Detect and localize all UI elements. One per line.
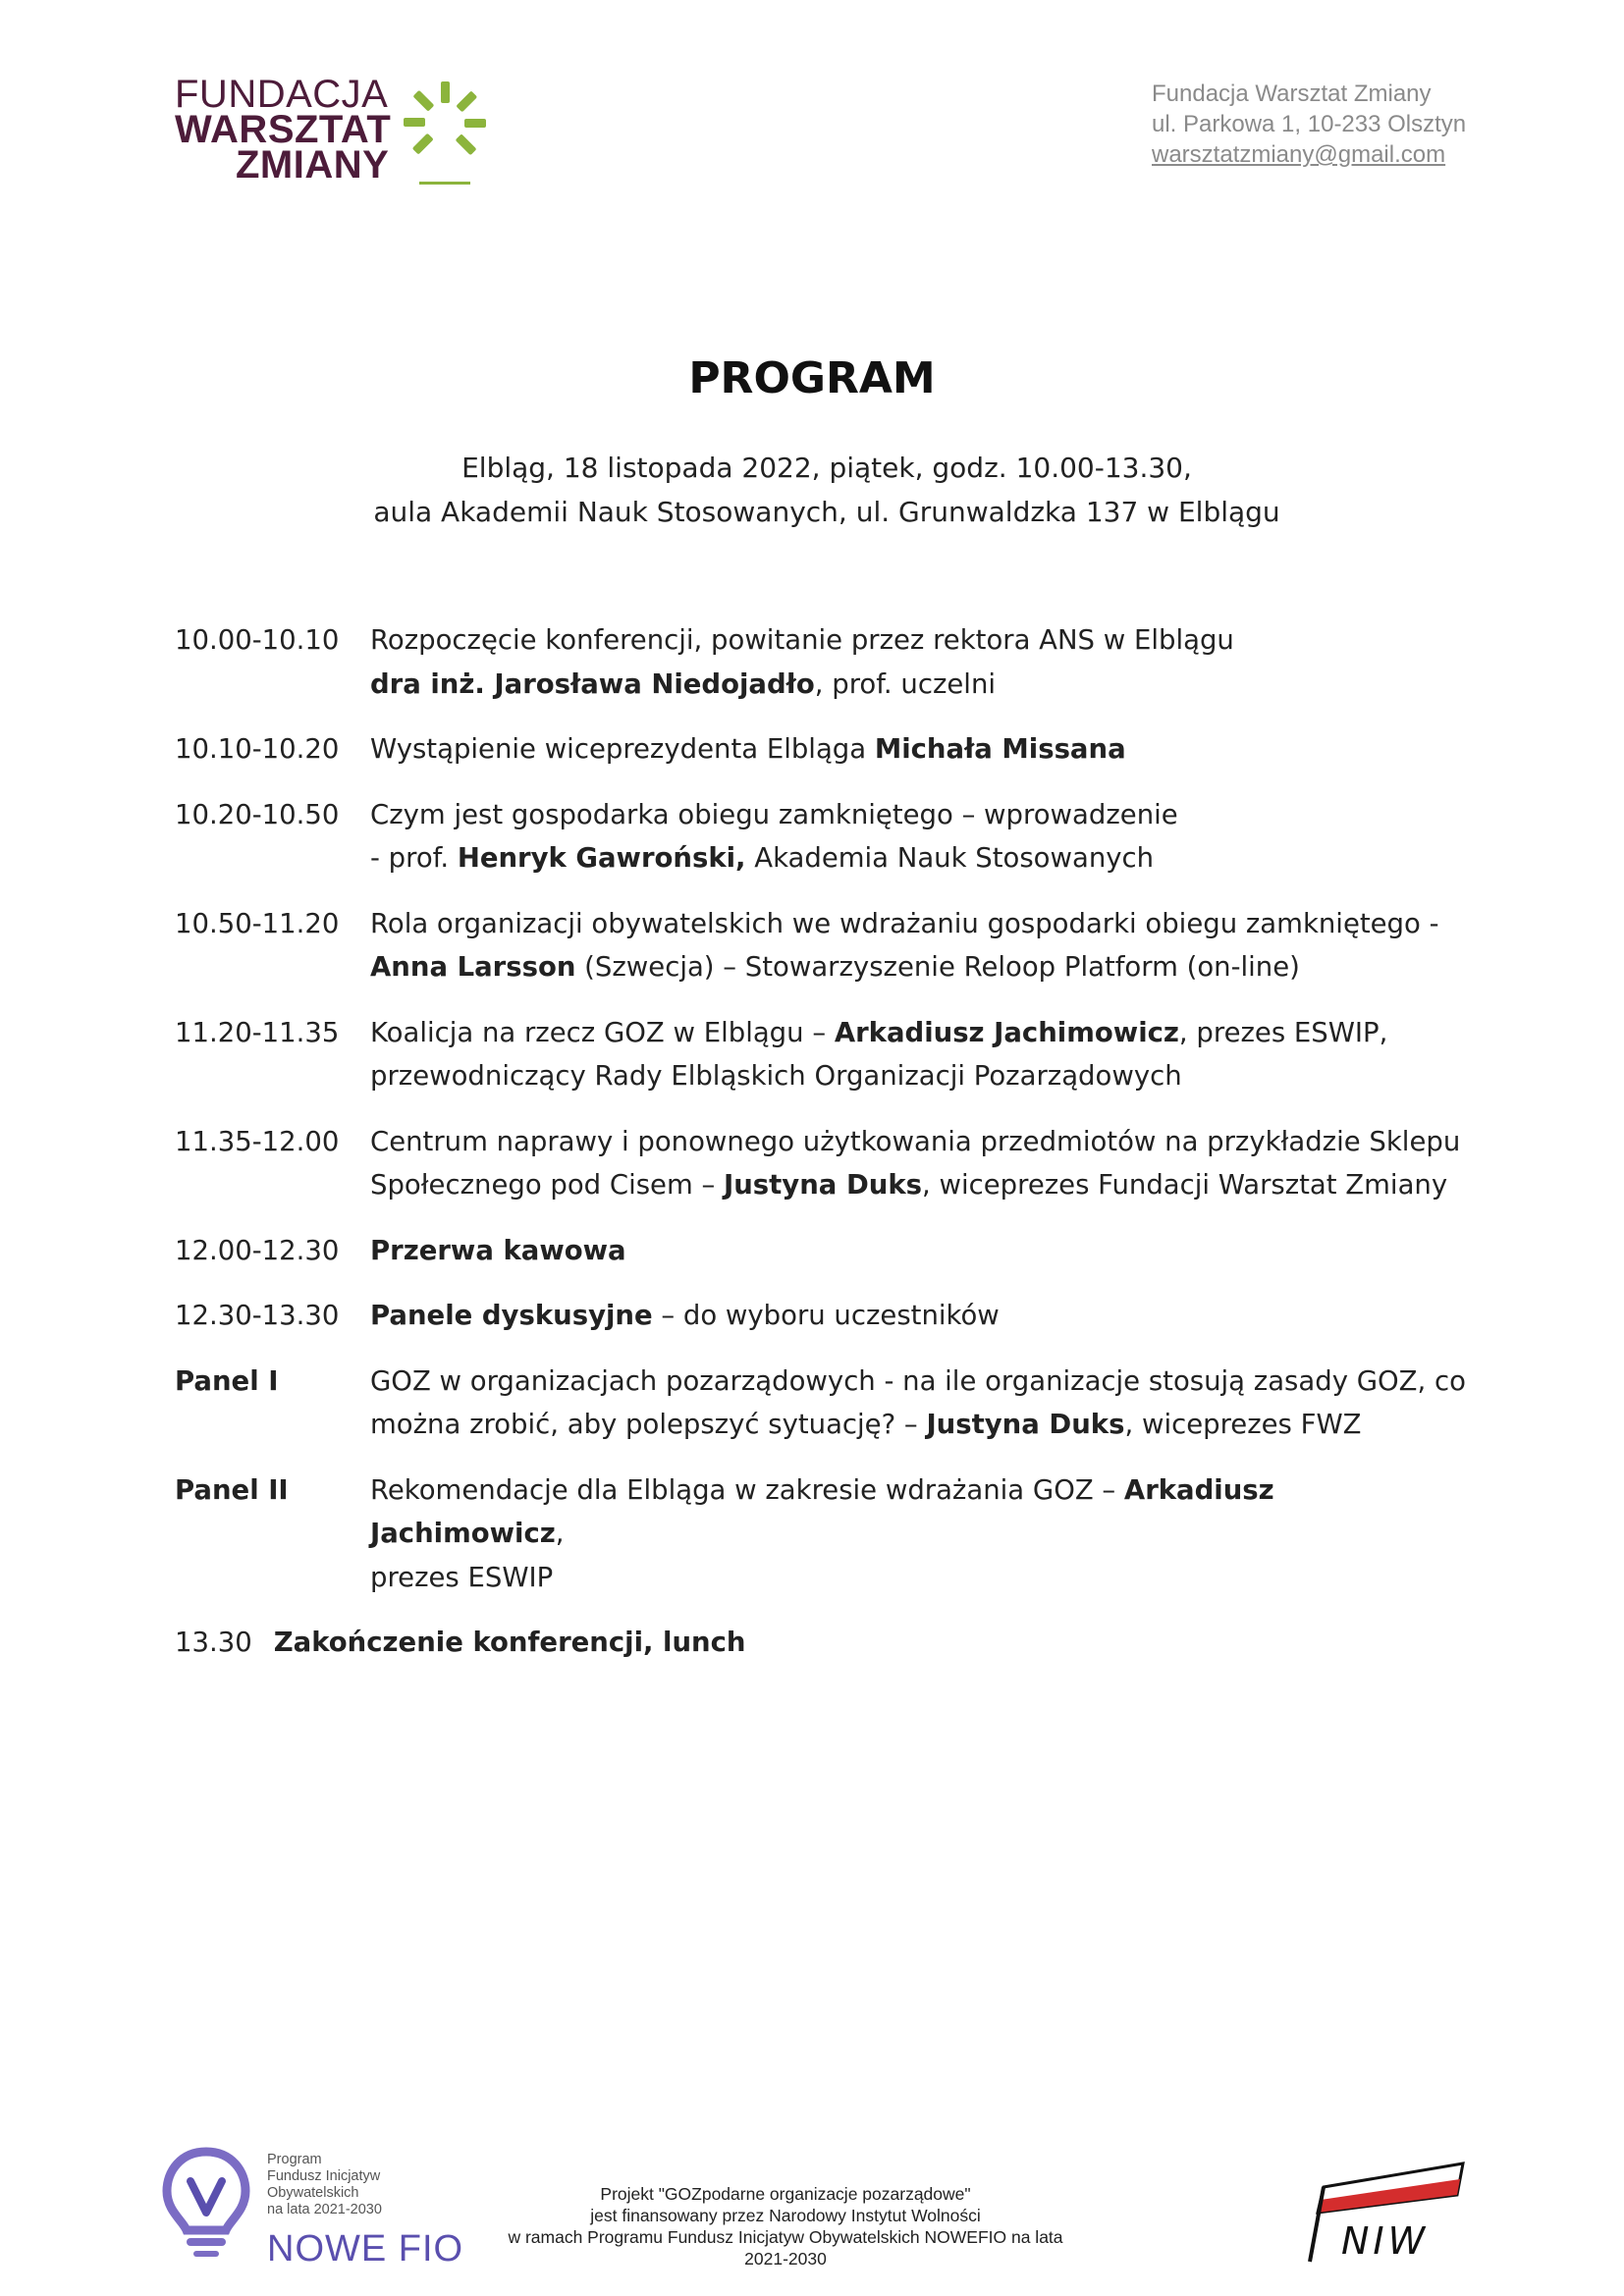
schedule-time: 10.20-10.50 [175,798,340,830]
speaker-name: Arkadiusz Jachimowicz [834,1016,1179,1048]
schedule-time: 13.30 [175,1627,252,1658]
panel-label: Panel II [175,1473,289,1506]
niw-logo [1296,2156,1473,2269]
schedule-time: 11.20-11.35 [175,1016,340,1048]
description-line: Czym jest gospodarka obiegu zamkniętego – wprowadzenie [370,798,1178,830]
lightbulb-icon [157,2142,255,2260]
fio-program-text [267,2152,382,2218]
address-name: Fundacja Warsztat Zmiany [1152,80,1432,107]
logo-line-warsztat: WARSZTAT [175,108,392,151]
description-text: Wystąpienie wiceprezydenta Elbląga [370,733,875,765]
description-line [370,1011,1471,1055]
fio-wordmark: NOWE FIO [267,2228,464,2269]
description-text: , wiceprezes FWZ [1124,1409,1362,1440]
speaker-name: Justyna Duks [723,1169,923,1201]
description-line [370,1403,1471,1447]
schedule-description [370,793,1471,881]
schedule-item [175,1229,1471,1273]
event-venue: aula Akademii Nauk Stosowanych, ul. Grunwaldzka 137 w Elblągu [373,496,1280,528]
schedule-item [175,1621,1471,1665]
schedule-item [175,1294,1471,1338]
description-line [370,663,1471,707]
schedule-description [370,727,1471,772]
schedule-time: 11.35-12.00 [175,1125,340,1157]
speaker-name: Henryk Gawroński, [457,842,746,874]
break-label: Przerwa kawowa [370,1234,626,1266]
fio-line: Program [267,2152,322,2167]
address-block [1152,79,1466,170]
closing-label: Zakończenie konferencji, lunch [273,1627,746,1658]
event-date-time: Elbląg, 18 listopada 2022, piątek, godz. 10.00-13.30, [461,452,1192,484]
schedule-description [370,618,1471,706]
schedule-item [175,1360,1471,1447]
description-line: Rozpoczęcie konferencji, powitanie przez rektora ANS w Elblągu [370,624,1234,656]
description-text: Rekomendacje dla Elbląga w zakresie wdrażania GOZ – [370,1473,1124,1506]
schedule-item [175,902,1471,989]
description-line [370,1468,1471,1556]
description-text: – do wyboru uczestników [652,1300,1000,1331]
speaker-name: dra inż. Jarosława Niedojadło [370,667,815,700]
project-line: Projekt "GOZpodarne organizacje pozarządowe" [600,2184,971,2204]
logo-line-zmiany: ZMIANY [236,143,390,187]
project-line: w ramach Programu Fundusz Inicjatyw Obywatelskich NOWEFIO na lata 2021-2030 [508,2227,1063,2269]
description-text: - prof. [370,842,458,874]
schedule-description [370,1120,1471,1207]
schedule-description [370,1229,1471,1273]
fio-line: Obywatelskich [267,2185,359,2201]
schedule-description [370,1294,1471,1338]
description-text: , prezes ESWIP, [1178,1016,1388,1048]
fio-line: Fundusz Inicjatyw [267,2168,381,2184]
project-funding-note [491,2183,1080,2269]
schedule-item [175,618,1471,706]
panels-label: Panele dyskusyjne [370,1300,653,1331]
description-text: , wiceprezes Fundacji Warsztat Zmiany [922,1169,1448,1201]
schedule-time: 12.00-12.30 [175,1234,340,1266]
schedule-item [175,1468,1471,1600]
logo-wordmark [175,73,392,187]
description-line: GOZ w organizacjach pozarządowych - na ile organizacje stosują zasady GOZ, co [370,1364,1466,1397]
sunburst-icon [396,79,494,188]
description-line: prezes ESWIP [370,1561,554,1593]
description-line [370,836,1471,881]
address-street: ul. Parkowa 1, 10-233 Olsztyn [1152,111,1467,137]
schedule-item [175,793,1471,881]
event-details [0,446,1624,534]
schedule-description [370,1360,1471,1447]
schedule-time: 10.50-11.20 [175,907,340,939]
address-email-link[interactable]: warsztatzmiany@gmail.com [1152,141,1446,168]
speaker-name: Justyna Duks [926,1409,1125,1440]
logo-line-fundacja: FUNDACJA [175,73,389,116]
nowe-fio-logo [157,2142,481,2269]
speaker-name: Anna Larsson [370,951,576,983]
schedule-description [370,902,1471,989]
description-line: Rola organizacji obywatelskich we wdrażaniu gospodarki obiegu zamkniętego - [370,907,1439,939]
panel-label: Panel I [175,1364,279,1397]
description-text: Koalicja na rzecz GOZ w Elblągu – [370,1016,835,1048]
schedule-time: 12.30-13.30 [175,1300,340,1331]
fundacja-logo [175,73,509,194]
schedule-description [370,1468,1471,1600]
schedule-item [175,727,1471,772]
description-text: Akademia Nauk Stosowanych [745,842,1155,874]
description-line: Centrum naprawy i ponownego użytkowania przedmiotów na przykładzie Sklepu [370,1125,1461,1157]
page-title: PROGRAM [688,353,936,403]
fio-line: na lata 2021-2030 [267,2202,382,2217]
description-line [370,945,1471,989]
niw-text: NIW [1341,2219,1430,2263]
description-text: można zrobić, aby polepszyć sytuację? – [370,1409,927,1440]
description-line [370,1163,1471,1207]
description-text: , [555,1518,565,1549]
schedule-item [175,1120,1471,1207]
speaker-name: Arkadiusz Jachimowicz [370,1473,1274,1549]
description-text: (Szwecja) – Stowarzyszenie Reloop Platform (on-line) [575,951,1300,983]
project-line: jest finansowany przez Narodowy Instytut Wolności [590,2206,981,2225]
speaker-name: Michała Missana [874,733,1126,765]
description-text: , prof. uczelni [814,667,997,700]
description-line: przewodniczący Rady Elbląskich Organizacji Pozarządowych [370,1060,1182,1092]
program-schedule [175,618,1471,1686]
description-text: Społecznego pod Cisem – [370,1169,724,1201]
schedule-item [175,1011,1471,1098]
schedule-time: 10.10-10.20 [175,733,340,765]
schedule-description [370,1011,1471,1098]
schedule-time: 10.00-10.10 [175,624,340,656]
